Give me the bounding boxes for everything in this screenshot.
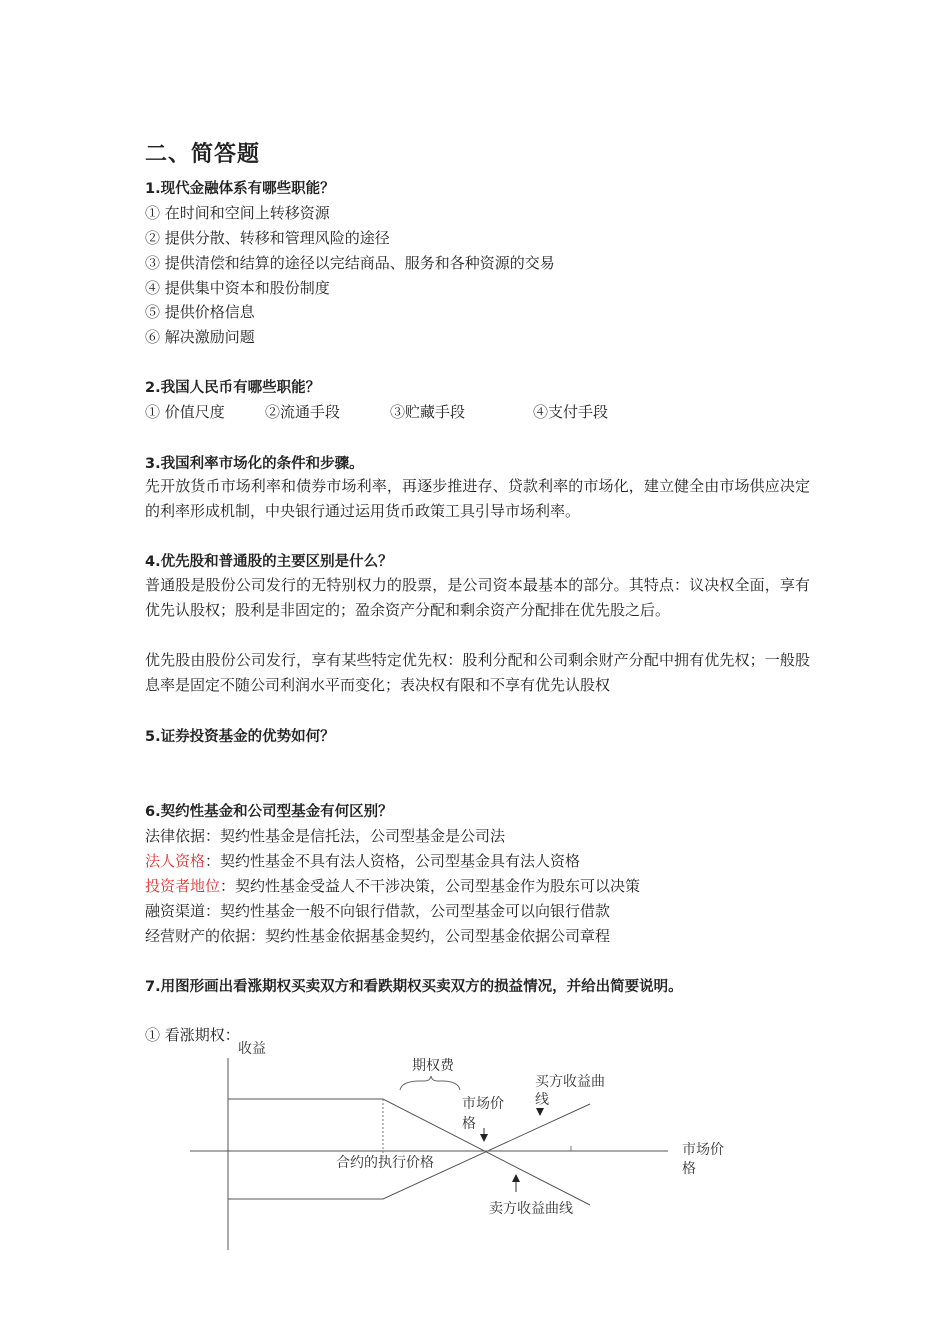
row-text: ：契约性基金是信托法，公司型基金是公司法 [205,827,506,845]
row-text: ：契约性基金一般不向银行借款，公司型基金可以向银行借款 [205,902,611,920]
list-item: ②流通手段 [265,403,341,421]
question-4-title: 4.优先股和普通股的主要区别是什么？ [145,554,393,570]
answer-paragraph: 优先股由股份公司发行，享有某些特定优先权：股利分配和公司剩余财产分配中拥有优先权；一般股息率是固定不随公司利润水平而变化；表决权有限和不享有优先认股权 [145,651,810,694]
answer-paragraph: 先开放货币市场利率和债券市场利率，再逐步推进存、贷款利率的市场化，建立健全由市场供应决定的利率形成机制，中央银行通过运用货币政策工具引导市场利率。 [145,477,810,520]
list-item: ④支付手段 [533,403,609,421]
market-price-label: 市场价 [462,1096,504,1112]
premium-brace [400,1076,460,1090]
row-label-highlight: 投资者地位 [145,877,221,895]
x-axis-label: 市场价 [682,1142,724,1158]
comparison-row [145,850,580,871]
question-1-title: 1.现代金融体系有哪些职能？ [145,181,335,197]
buyer-curve-label: 线 [535,1092,549,1108]
question-2-title: 2.我国人民币有哪些职能？ [145,380,321,396]
list-item: ③贮藏手段 [390,403,466,421]
row-text: ：契约性基金受益人不干涉决策，公司型基金作为股东可以决策 [220,877,641,895]
comparison-row [145,900,610,921]
answer-paragraph: 普通股是股份公司发行的无特别权力的股票，是公司资本最基本的部分。其特点：议决权全面，享有优先认股权；股利是非固定的；盈余资产分配和剩余资产分配排在优先股之后。 [145,576,810,619]
list-item: ① 价值尺度 [145,403,225,421]
buyer-curve-label: 买方收益曲 [535,1074,605,1090]
seller-curve-label: 卖方收益曲线 [489,1201,573,1217]
section-title: 二、简答题 [145,142,261,167]
market-price-label: 格 [462,1116,476,1132]
arrow-down-icon [480,1134,488,1142]
list-item: ③ 提供清偿和结算的途径以完结商品、服务和各种资源的交易 [145,254,555,272]
comparison-row [145,925,610,946]
y-axis-label: 收益 [238,1041,266,1057]
buyer-curve-lower [228,1104,590,1199]
list-item: ② 提供分散、转移和管理风险的途径 [145,229,390,247]
list-item: ① 在时间和空间上转移资源 [145,204,330,222]
row-text: ：契约性基金依据基金契约，公司型基金依据公司章程 [250,927,611,945]
question-3-title: 3.我国利率市场化的条件和步骤。 [145,456,364,472]
list-item: ⑥ 解决激励问题 [145,328,255,346]
list-item: ④ 提供集中资本和股份制度 [145,279,330,297]
seller-curve-upper [228,1099,590,1205]
question-6-title: 6.契约性基金和公司型基金有何区别？ [145,804,393,820]
arrow-up-icon [512,1174,520,1182]
arrow-down-icon [536,1108,544,1116]
row-text: ：契约性基金不具有法人资格，公司型基金具有法人资格 [205,852,581,870]
row-label: 经营财产的依据 [145,927,251,945]
row-label: 融资渠道 [145,902,206,920]
premium-label: 期权费 [412,1058,454,1074]
comparison-row [145,875,640,896]
x-axis-label: 格 [682,1161,696,1177]
strike-price-label: 合约的执行价格 [336,1155,434,1171]
row-label: 法律依据 [145,827,206,845]
sub-heading: ① 看涨期权： [145,1026,240,1044]
question-7-title: 7.用图形画出看涨期权买卖双方和看跌期权买卖双方的损益情况，并给出简要说明。 [145,979,683,995]
question-5-title: 5.证券投资基金的优势如何？ [145,729,335,745]
row-label-highlight: 法人资格 [145,852,206,870]
comparison-row [145,825,505,846]
list-item: ⑤ 提供价格信息 [145,303,255,321]
